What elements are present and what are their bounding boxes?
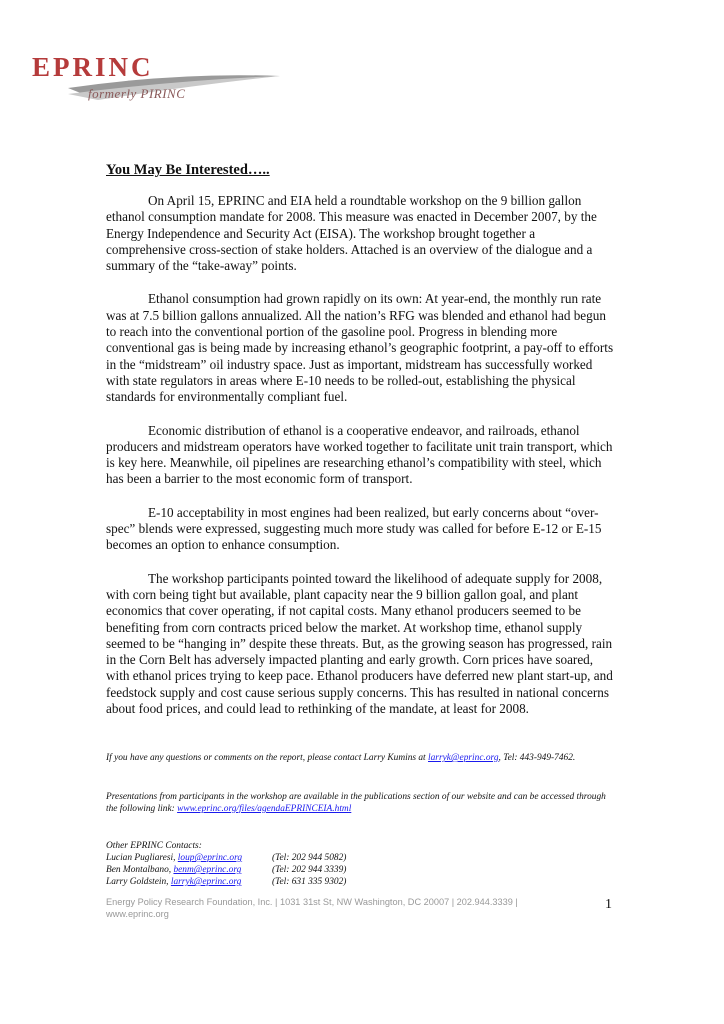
paragraph-4: E-10 acceptability in most engines had been realized, but early concerns about “over-spec” blends were expressed, suggesting much more study was called for before E-12 or E-15 becomes an option to enhance consumption. xyxy=(106,504,602,553)
footer-website: www.eprinc.org xyxy=(106,909,169,919)
section-heading: You May Be Interested….. xyxy=(106,162,270,178)
contact-name: Larry Goldstein, xyxy=(106,877,171,887)
contact-phone: (Tel: 202 944 3339) xyxy=(272,865,347,875)
contact-email-link[interactable]: loup@eprinc.org xyxy=(177,853,243,863)
contact-note-text: If you have any questions or comments on the report, please contact Larry Kumins at xyxy=(106,753,429,763)
contact-email-link[interactable]: larryk@eprinc.org xyxy=(428,753,499,763)
contact-name: Lucian Pugliaresi, xyxy=(106,853,178,863)
presentations-link[interactable]: www.eprinc.org/files/agendaEPRINCEIA.html xyxy=(177,804,352,814)
page-number: 1 xyxy=(605,897,612,912)
logo-subtitle: formerly PIRINC xyxy=(88,86,186,101)
footer-address: Energy Policy Research Foundation, Inc. | 1031 31st St, NW Washington, DC 20007 | 202.944.3339 | xyxy=(106,897,518,907)
contact-email-link[interactable]: larryk@eprinc.org xyxy=(170,877,242,887)
paragraph-2: Ethanol consumption had grown rapidly on its own: At year-end, the monthly run rate was at 7.5 billion gallons annualized. All the nation’s RFG was blended and ethanol had begun to reach into the conventional portion of the gasoline pool. Progress in blending more conventional gas is being made by increasing ethanol’s geographic footprint, a pay-off to efforts in the “midstream” oil industry space. Just as important, midstream has successfully worked with state regulators in areas where E-10 needs to be rolled-out, establishing the physical standards for environmentally compliant fuel. xyxy=(106,291,614,405)
other-contacts xyxy=(106,840,426,888)
contact-phone: (Tel: 202 944 5082) xyxy=(272,853,347,863)
logo-wordmark: EPRINC xyxy=(32,52,154,82)
contact-email-link[interactable]: benm@eprinc.org xyxy=(173,865,242,875)
paragraph-3: Economic distribution of ethanol is a cooperative endeavor, and railroads, ethanol producers and midstream operators have worked together to facilitate unit train transport, which is key here. Meanwhile, oil pipelines are researching ethanol’s compatibility with steel, which has been a barrier to the most economic form of transport. xyxy=(106,422,613,487)
contacts-title: Other EPRINC Contacts: xyxy=(106,841,202,851)
contact-note-phone: , Tel: 443-949-7462. xyxy=(498,753,576,763)
contact-note xyxy=(106,752,616,764)
contact-row xyxy=(106,852,426,864)
contact-row xyxy=(106,864,426,876)
paragraph-5: The workshop participants pointed toward the likelihood of adequate supply for 2008, with corn being tight but available, plant capacity near the 9 billion gallon goal, and plant economics that cover operating, if not capital costs. Many ethanol producers seemed to be benefiting from corn contracts priced below the market. At workshop time, ethanol supply seemed to be “hanging in” despite these threats. But, as the growing season has progressed, rain in the Corn Belt has adversely impacted planting and early growth. Corn prices have soared, with ethanol prices trying to keep pace. Ethanol producers have deferred new plant start-up, and feedstock supply and cost cause serious supply concerns. This has resulted in national concerns about food prices, and could lead to rethinking of the mandate, at least for 2008. xyxy=(106,570,613,717)
presentations-note xyxy=(106,791,616,815)
contact-row xyxy=(106,876,426,888)
presentations-note-text: Presentations from participants in the workshop are available in the publications section of our website and can be accessed through the following link: xyxy=(106,792,606,814)
paragraph-1: On April 15, EPRINC and EIA held a roundtable workshop on the 9 billion gallon ethanol consumption mandate for 2008. This measure was enacted in December 2007, by the Energy Independence and Security Act (EISA). The workshop brought together a comprehensive cross-section of stake holders. Attached is an overview of the dialogue and a summary of the “take-away” points. xyxy=(106,193,597,274)
eprinc-logo xyxy=(28,50,288,110)
body-text xyxy=(106,193,614,734)
page-footer xyxy=(106,896,546,920)
contact-name: Ben Montalbano, xyxy=(106,865,174,875)
contact-phone: (Tel: 631 335 9302) xyxy=(272,877,347,887)
